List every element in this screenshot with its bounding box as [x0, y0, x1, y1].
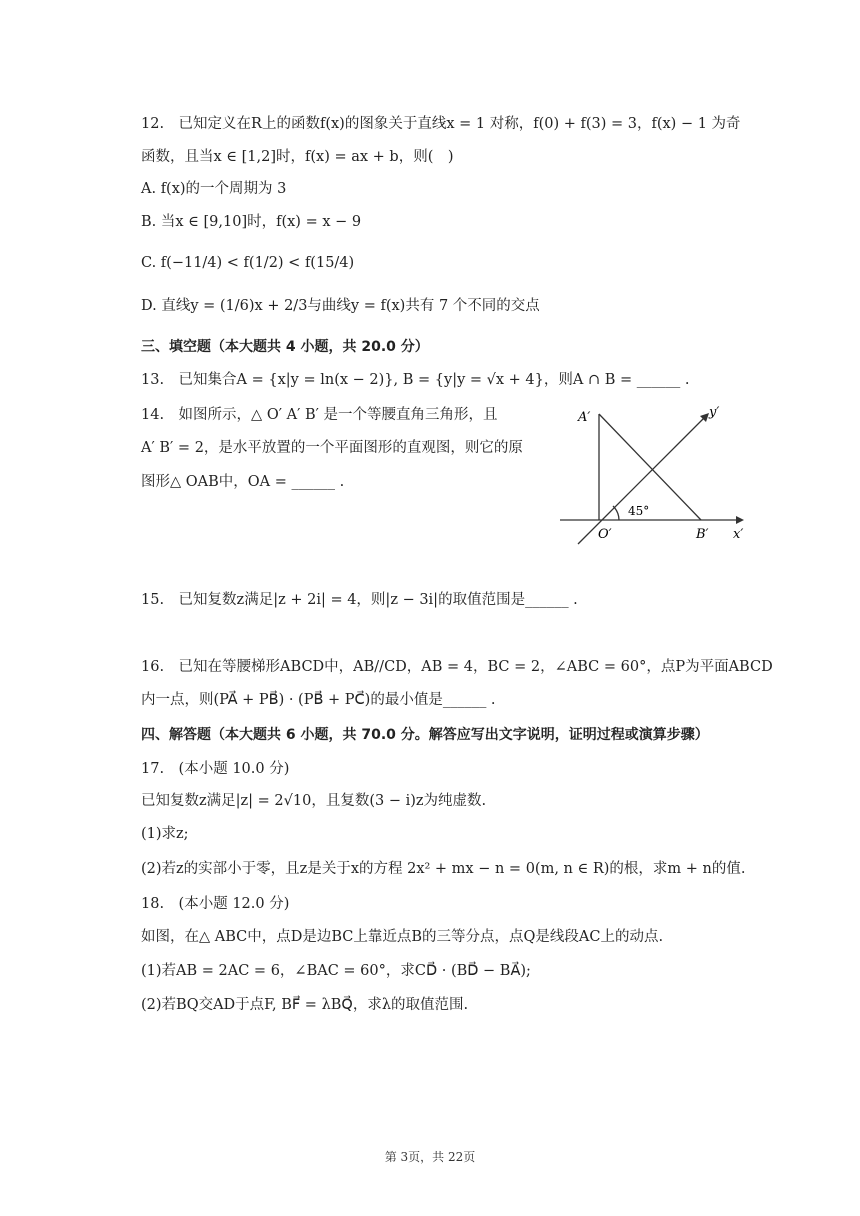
q18-stem: 如图，在△ ABC中，点D是边BC上靠近点B的三等分点，点Q是线段AC上的动点. [141, 929, 664, 945]
q14-figure [556, 398, 756, 548]
label-x-prime: x′ [733, 527, 744, 542]
label-a-prime: A′ [578, 410, 591, 425]
q14-line3: 图形△ OAB中，OA = ______ . [141, 474, 345, 490]
q12-option-a: A. f(x)的一个周期为 3 [141, 181, 287, 197]
q12-line1: 12. 已知定义在R上的函数f(x)的图象关于直线x = 1 对称，f(0) + f(3) = 3，f(x) − 1 为奇 [141, 116, 741, 132]
q16-line2: 内一点，则(PA⃗ + PB⃗) · (PB⃗ + PC⃗)的最小值是______ . [141, 692, 496, 708]
q17-part1: (1)求z; [141, 826, 189, 842]
section-fill-in-heading: 三、填空题（本大题共 4 小题，共 20.0 分） [141, 339, 429, 355]
segment-a-b [599, 414, 701, 520]
page-footer: 第 3页，共 22页 [384, 1150, 476, 1164]
q18-header: 18. (本小题 12.0 分) [141, 896, 290, 912]
q12-option-d: D. 直线y = (1/6)x + 2/3与曲线y = f(x)共有 7 个不同的交点 [141, 298, 540, 314]
section-solution-heading: 四、解答题（本大题共 6 小题，共 70.0 分。解答应写出文字说明，证明过程或演算步骤） [141, 727, 709, 743]
q17-stem: 已知复数z满足|z| = 2√10，且复数(3 − i)z为纯虚数. [141, 793, 487, 809]
question-13: 13. 已知集合A = {x|y = ln(x − 2)}, B = {y|y = √x + 4}，则A ∩ B = ______ . [141, 372, 690, 388]
q18-part1: (1)若AB = 2AC = 6，∠BAC = 60°，求CD⃗ · (BD⃗ − BA⃗); [141, 963, 531, 979]
q14-line2: A′ B′ = 2，是水平放置的一个平面图形的直观图，则它的原 [141, 440, 523, 456]
question-15: 15. 已知复数z满足|z + 2i| = 4，则|z − 3i|的取值范围是______ . [141, 592, 578, 608]
x-axis-arrow [736, 516, 744, 524]
q16-line1: 16. 已知在等腰梯形ABCD中，AB//CD，AB = 4，BC = 2，∠ABC = 60°，点P为平面ABCD [141, 659, 773, 675]
q12-line2: 函数，且当x ∈ [1,2]时，f(x) = ax + b，则( ) [141, 149, 454, 165]
q12-option-c: C. f(−11/4) < f(1/2) < f(15/4) [141, 255, 355, 271]
label-45-degrees: 45° [628, 504, 650, 518]
y-axis-line [578, 416, 706, 544]
q12-option-b: B. 当x ∈ [9,10]时，f(x) = x − 9 [141, 214, 362, 230]
q17-header: 17. (本小题 10.0 分) [141, 761, 290, 777]
q18-part2: (2)若BQ交AD于点F, BF⃗ = λBQ⃗，求λ的取值范围. [141, 997, 469, 1013]
q17-part2: (2)若z的实部小于零，且z是关于x的方程 2x² + mx − n = 0(m, n ∈ R)的根，求m + n的值. [141, 861, 746, 877]
label-b-prime: B′ [696, 527, 709, 542]
label-y-prime: y′ [709, 405, 720, 420]
q14-line1: 14. 如图所示，△ O′ A′ B′ 是一个等腰直角三角形，且 [141, 407, 498, 423]
label-o-prime: O′ [598, 527, 612, 542]
